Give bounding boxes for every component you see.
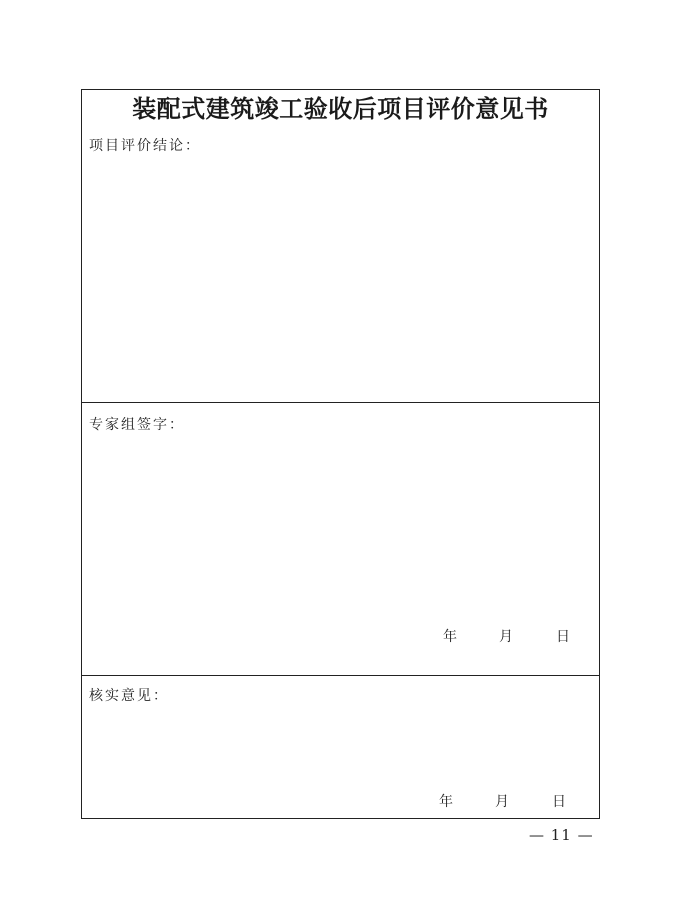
month-label: 月 [499,629,513,645]
section-divider [82,675,599,676]
year-label: 年 [439,794,453,810]
day-label: 日 [552,794,566,810]
day-label: 日 [556,629,570,645]
verification-label: 核实意见： [89,688,169,704]
year-label: 年 [443,629,457,645]
conclusion-label: 项目评价结论： [89,138,201,154]
page-number: — 11 — [529,826,594,844]
document-title: 装配式建筑竣工验收后项目评价意见书 [132,94,549,123]
evaluation-form [81,89,600,819]
month-label: 月 [495,794,509,810]
expert-signature-label: 专家组签字： [89,417,185,433]
section-divider [82,402,599,403]
